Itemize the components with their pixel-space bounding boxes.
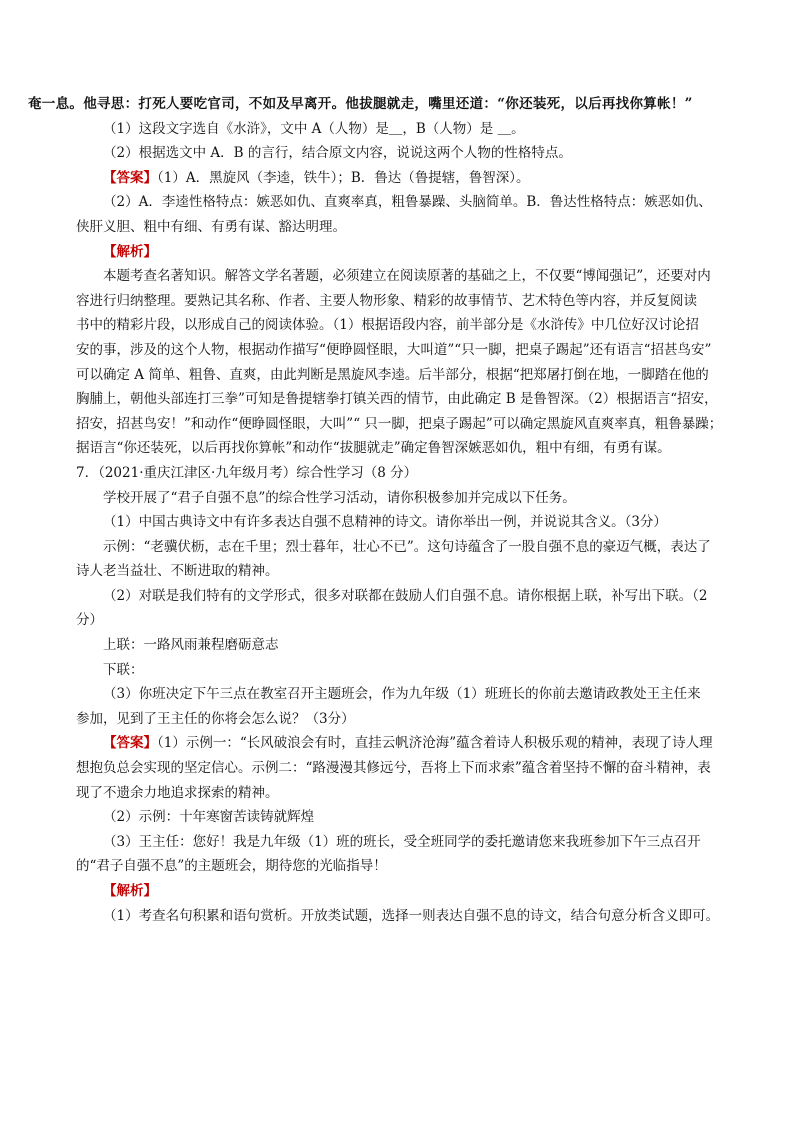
answer-tag: 【答案】 — [103, 735, 157, 752]
answer-line — [76, 166, 736, 191]
passage-excerpt-line — [28, 92, 736, 117]
line-text: 参加，见到了王主任的你将会怎么说？（3分） — [76, 710, 355, 727]
line-text: （1）示例一：“长风破浪会有时，直挂云帆济沧海”蕴含着诗人积极乐观的精神，表现了诗人理 — [157, 735, 713, 752]
line-text: （2）根据选文中 A．B 的言行，结合原文内容，说说这两个人物的性格特点。 — [103, 145, 572, 162]
text-line — [76, 510, 736, 535]
text-line — [76, 289, 736, 314]
line-text: 现了不遗余力地追求探索的精神。 — [76, 784, 279, 801]
line-text: 容进行归纳整理。要熟记其名称、作者、主要人物形象、精彩的故事情节、艺术特色等内容，并反复阅读 — [76, 292, 697, 309]
line-text: 学校开展了“君子自强不息”的综合性学习活动，请你积极参加并完成以下任务。 — [103, 489, 576, 506]
line-text: 侠肝义胆、粗中有细、有勇有谋、豁达明理。 — [76, 218, 346, 235]
line-text: 7．（2021·重庆江津区·九年级月考）综合性学习（8 分） — [76, 464, 418, 481]
line-text: （2）示例：十年寒窗苦读铸就辉煌 — [103, 809, 315, 826]
text-line — [76, 633, 736, 658]
line-text: 胸脯上，朝他头部连打三拳”可知是鲁提辖拳打镇关西的情节，由此确定 B 是鲁智深。（2）根据语言“招安， — [76, 391, 718, 408]
line-text: （1）这段文字选自《水浒》，文中 A（人物）是＿，B（人物）是 ＿。 — [103, 120, 525, 137]
text-line — [76, 707, 736, 732]
text-line — [76, 338, 736, 363]
analysis-heading — [76, 879, 736, 904]
line-text: 诗人老当益壮、不断进取的精神。 — [76, 563, 279, 580]
line-text: （1）A．黑旋风（李逵，铁牛）；B．鲁达（鲁提辖，鲁智深）。 — [157, 169, 530, 186]
text-line — [76, 363, 736, 388]
text-line — [76, 190, 736, 215]
text-line — [76, 854, 736, 879]
line-text: （2）对联是我们特有的文学形式，很多对联都在鼓励人们自强不息。请你根据上联，补写出下联。（2 — [103, 587, 708, 604]
text-line — [76, 830, 736, 855]
text-line — [76, 781, 736, 806]
line-text: 分） — [76, 612, 103, 629]
line-text: 上联：一路风雨兼程磨砺意志 — [103, 637, 279, 654]
answer-tag: 【答案】 — [103, 169, 157, 186]
text-line — [76, 559, 736, 584]
analysis-tag: 【解析】 — [103, 243, 157, 260]
line-text: （1）中国古典诗文中有许多表达自强不息精神的诗文。请你举出一例，并说说其含义。（3分） — [103, 514, 667, 531]
line-text: 本题考查名著知识。解答文学名著题，必须建立在阅读原著的基础之上，不仅要“博闻强记”，还要对内 — [103, 268, 711, 285]
text-line — [76, 412, 736, 437]
text-line — [76, 117, 736, 142]
analysis-tag: 【解析】 — [103, 883, 157, 899]
text-line — [76, 387, 736, 412]
text-line — [76, 608, 736, 633]
line-text: 安的事，涉及的这个人物，根据动作描写“便睁圆怪眼，大叫道”“只一脚，把桌子踢起”还有语言“招甚鸟安” — [76, 341, 712, 358]
line-text: 下联： — [103, 661, 144, 678]
line-text: 示例：“老骥伏枥，志在千里；烈士暮年，壮心不已”。这句诗蕴含了一股自强不息的豪迈气概，表达了 — [103, 538, 711, 555]
line-text: 想抱负总会实现的坚定信心。示例二：“路漫漫其修远兮，吾将上下而求索”蕴含着坚持不懈的奋斗精神，表 — [76, 760, 711, 777]
text-line — [76, 486, 736, 511]
text-line — [76, 313, 736, 338]
text-line — [76, 584, 736, 609]
text-line — [76, 805, 736, 830]
line-text: 据语言“你还装死，以后再找你算帐”和动作“拔腿就走”确定鲁智深嫉恶如仇，粗中有细，有勇有谋。 — [76, 440, 671, 457]
line-text: （3）王主任：您好！我是九年级（1）班的班长，受全班同学的委托邀请您来我班参加下午三点召开 — [103, 833, 701, 850]
line-text: （1）考查名句积累和语句赏析。开放类试题，选择一则表达自强不息的诗文，结合句意分析含义即可。 — [103, 907, 720, 924]
line-text: （3）你班决定下午三点在教室召开主题班会，作为九年级（1）班班长的你前去邀请政教处王主任来 — [103, 686, 701, 703]
line-text: 的“君子自强不息”的主题班会，期待您的光临指导！ — [76, 858, 387, 875]
line-text: 可以确定 A 简单、粗鲁、直爽，由此判断是黑旋风李逵。后半部分，根据“把郑屠打倒在地，一脚踏在他的 — [76, 366, 709, 383]
line-text: 书中的精彩片段，以形成自己的阅读体验。（1）根据语段内容，前半部分是《水浒传》中几位好汉讨论招 — [76, 317, 699, 334]
answer-line — [76, 731, 736, 756]
text-line — [76, 904, 736, 929]
text-line — [76, 658, 736, 683]
text-line — [76, 682, 736, 707]
document-page — [28, 92, 736, 928]
line-text: 招安，招甚鸟安！”和动作“便睁圆怪眼，大叫”“ 只一脚，把桌子踢起”可以确定黑旋风直爽率真，粗鲁暴躁； — [76, 415, 723, 432]
text-line — [76, 461, 736, 486]
text-line — [76, 141, 736, 166]
text-line — [76, 215, 736, 240]
line-text: 奄一息。他寻思：打死人要吃官司，不如及早离开。他拔腿就走，嘴里还道：“你还装死，以后再找你算帐！” — [28, 96, 693, 112]
text-line — [76, 535, 736, 560]
analysis-heading — [76, 240, 736, 265]
line-text: （2）A．李逵性格特点：嫉恶如仇、直爽率真，粗鲁暴躁、头脑简单。B．鲁达性格特点：嫉恶如仇、 — [103, 194, 712, 211]
text-line — [76, 756, 736, 781]
text-line — [76, 436, 736, 461]
text-line — [76, 264, 736, 289]
